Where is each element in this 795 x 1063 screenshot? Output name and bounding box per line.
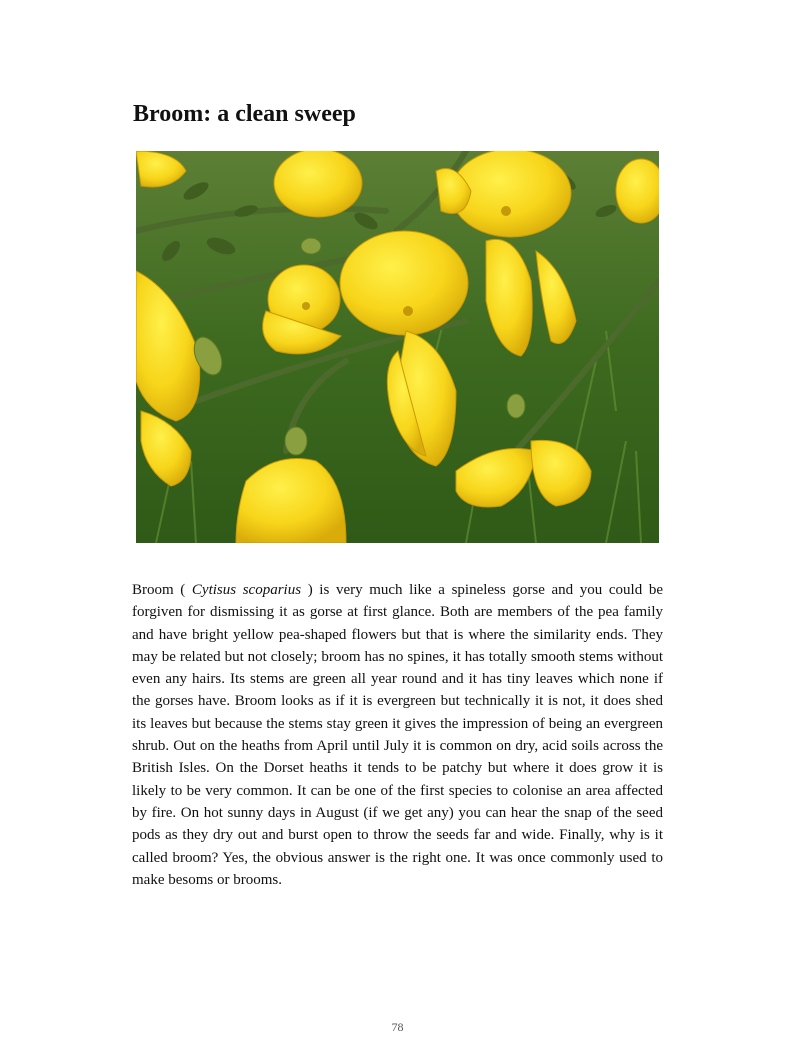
broom-flower-photo (136, 151, 659, 543)
page-title: Broom: a clean sweep (133, 101, 356, 127)
body-text-main: ) is very much like a spineless gorse and you could be forgiven for dismissing it as gorse at first glance. Both are members of the pea family and have bright yellow pea-shaped flowers but that is where the similarity ends. They may be related but not closely; broom has no spines, it has totally smooth stems without even any hairs. Its stems are green all year round and it has tiny leaves which none if the gorses have. Broom looks as if it is evergreen but technically it is not, it does shed its leaves but because the stems stay green it gives the impression of being an evergreen shrub. Out on the heaths from April until July it is common on dry, acid soils across the British Isles. On the Dorset heaths it tends to be patchy but where it does grow it is likely to be very common. It can be one of the first species to colonise an area affected by fire. On hot sunny days in August (if we get any) you can hear the snap of the seed pods as they dry out and burst open to throw the seeds far and wide. Finally, why is it called broom? Yes, the obvious answer is the right one. It was once commonly used to make besoms or brooms. (132, 582, 663, 888)
page-number: 78 (391, 1020, 404, 1034)
body-text-intro: Broom ( (132, 582, 192, 598)
species-name: Cytisus scoparius (191, 582, 302, 598)
body-paragraph (132, 579, 663, 891)
